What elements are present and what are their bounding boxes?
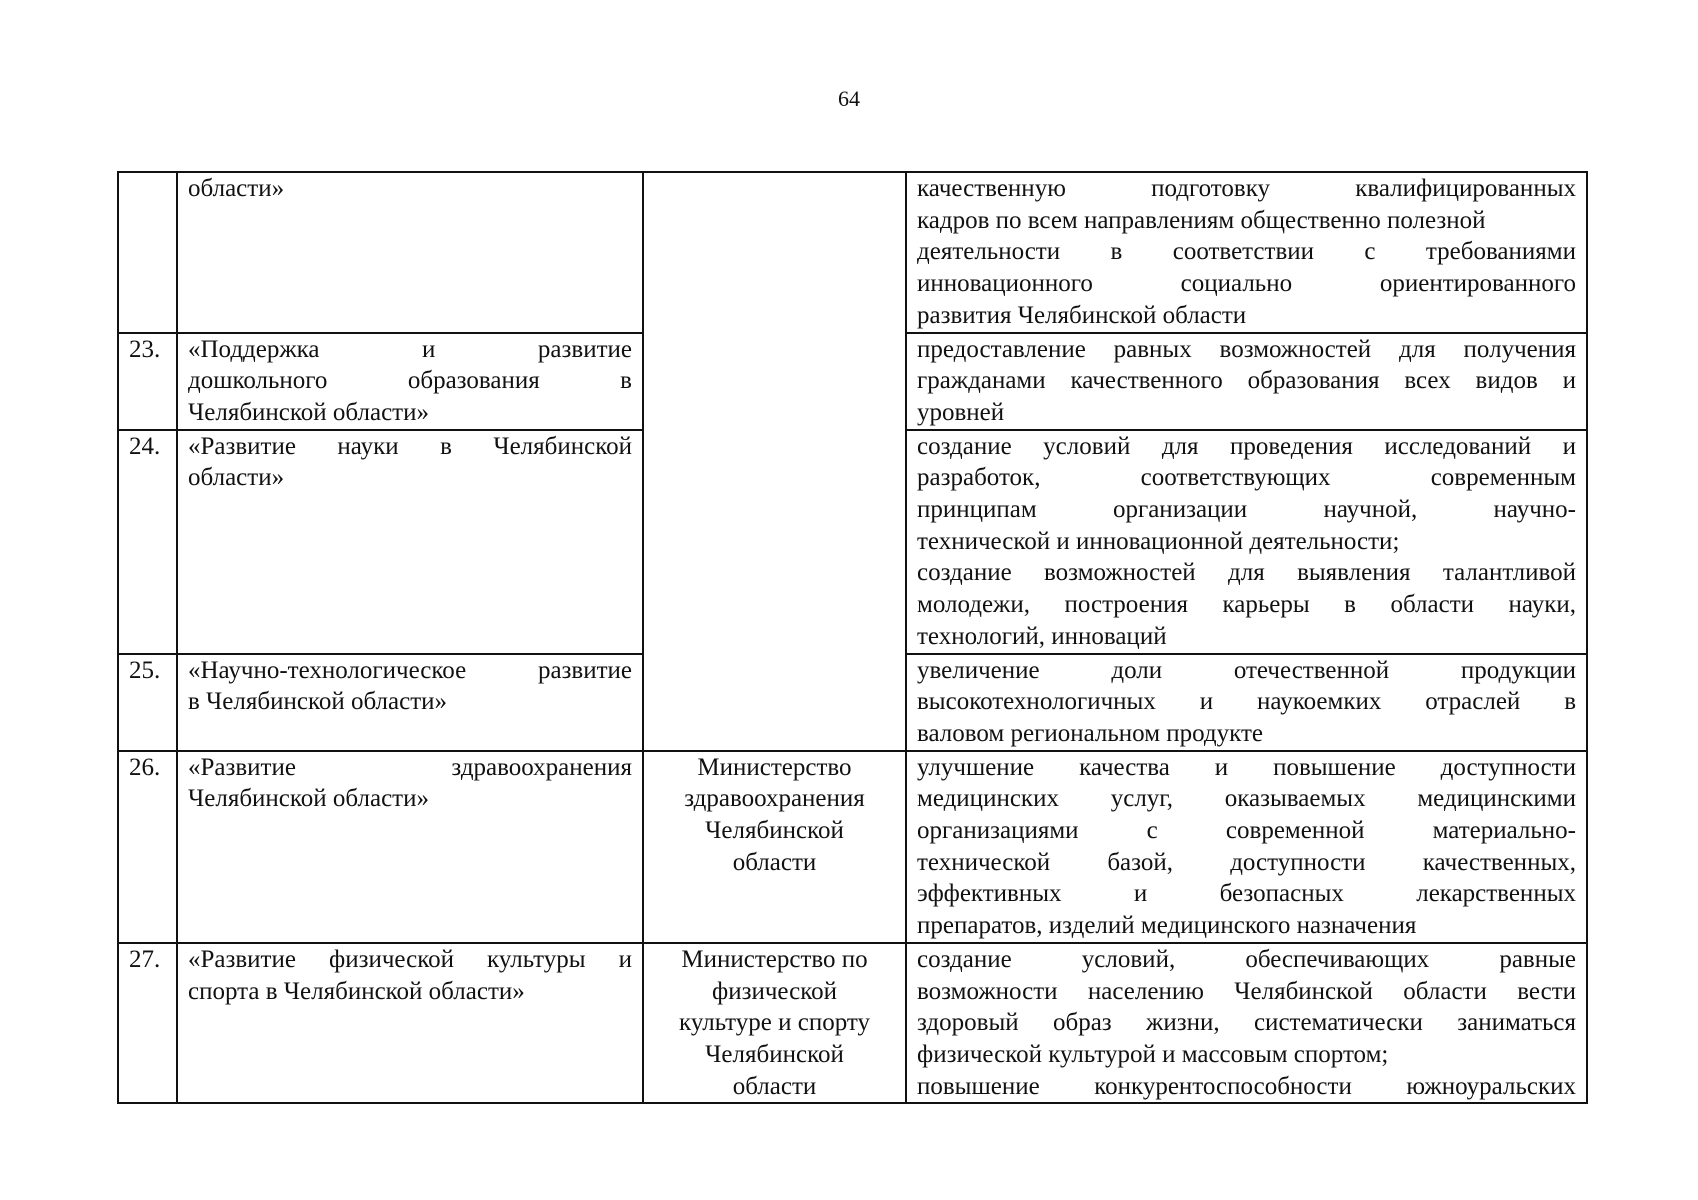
program-name	[177, 430, 643, 654]
program-name-line: спорта в Челябинской области»	[188, 977, 525, 1005]
responsible-body-line: Министерство по	[681, 945, 868, 973]
program-name-line: в Челябинской области»	[188, 688, 448, 716]
program-name-line: дошкольного образования в	[188, 367, 632, 395]
goal-line: принципам организации научной, научно-	[917, 496, 1576, 524]
responsible-body-line: физической	[712, 977, 837, 1005]
responsible-body-line: здравоохранения	[684, 785, 865, 813]
goal-line: возможности населению Челябинской области вести	[917, 977, 1576, 1005]
program-goal	[906, 430, 1587, 654]
responsible-body-line: области	[732, 848, 817, 876]
goal-line: препаратов, изделий медицинского назначения	[917, 912, 1417, 940]
program-goal	[906, 333, 1587, 430]
program-name	[177, 172, 643, 333]
program-name	[177, 654, 643, 751]
responsible-body-line: области	[732, 1072, 817, 1100]
goal-line: медицинских услуг, оказываемых медицинскими	[917, 785, 1576, 813]
responsible-body-line: Министерство	[697, 753, 852, 781]
goal-line: разработок, соответствующих современным	[917, 464, 1576, 492]
goal-line: увеличение доли отечественной продукции	[917, 656, 1576, 684]
goal-line: технической базой, доступности качественных,	[917, 848, 1576, 876]
goal-line: создание условий, обеспечивающих равные	[917, 945, 1576, 973]
program-name	[177, 943, 643, 1104]
responsible-body-line: Челябинской	[705, 1040, 844, 1068]
responsible-body	[643, 751, 906, 943]
program-goal	[906, 943, 1587, 1104]
goal-line: уровней	[917, 398, 1005, 426]
goal-line: высокотехнологичных и наукоемких отраслей в	[917, 688, 1576, 716]
program-name-line: «Научно-технологическое развитие	[188, 656, 632, 684]
program-name-line: Челябинской области»	[188, 398, 429, 426]
goal-line: предоставление равных возможностей для получения	[917, 335, 1576, 363]
program-goal	[906, 751, 1587, 943]
goal-line: физической культурой и массовым спортом;	[917, 1040, 1389, 1068]
goal-line: технологий, инноваций	[917, 622, 1167, 650]
goal-line: здоровый образ жизни, систематически заниматься	[917, 1009, 1576, 1037]
table-row	[118, 943, 1587, 1104]
goal-line: гражданами качественного образования всех видов и	[917, 367, 1576, 395]
program-goal	[906, 654, 1587, 751]
goal-line: создание условий для проведения исследований и	[917, 432, 1576, 460]
row-number: 25.	[118, 654, 177, 751]
responsible-body-line: Челябинской	[705, 817, 844, 845]
row-number	[118, 172, 177, 333]
row-number: 26.	[118, 751, 177, 943]
responsible-body-line: культуре и спорту	[679, 1009, 870, 1037]
responsible-body	[643, 943, 906, 1104]
program-name-line: области»	[188, 175, 285, 202]
goal-line: качественную подготовку квалифицированных	[917, 175, 1576, 202]
goal-line: создание возможностей для выявления талантливой	[917, 559, 1576, 587]
goal-line: деятельности в соответствии с требованиями	[917, 238, 1576, 266]
table-row	[118, 751, 1587, 943]
programs-table	[117, 171, 1588, 1104]
row-number: 24.	[118, 430, 177, 654]
program-name-line: Челябинской области»	[188, 785, 429, 813]
goal-line: эффективных и безопасных лекарственных	[917, 880, 1576, 908]
program-name-line: «Развитие физической культуры и	[188, 945, 632, 973]
program-name	[177, 751, 643, 943]
program-name	[177, 333, 643, 430]
goal-line: кадров по всем направлениям общественно полезной	[917, 206, 1486, 234]
program-goal	[906, 172, 1587, 333]
goal-line: организациями с современной материально-	[917, 817, 1576, 845]
goal-line: развития Челябинской области	[917, 301, 1247, 329]
goal-line: инновационного социально ориентированного	[917, 270, 1576, 298]
row-number: 23.	[118, 333, 177, 430]
row-number: 27.	[118, 943, 177, 1104]
responsible-body	[643, 172, 906, 751]
goal-line: повышение конкурентоспособности южноуральских	[917, 1072, 1576, 1100]
goal-line: валовом региональном продукте	[917, 719, 1263, 747]
goal-line: технической и инновационной деятельности;	[917, 527, 1400, 555]
program-name-line: области»	[188, 464, 285, 492]
goal-line: улучшение качества и повышение доступности	[917, 753, 1576, 781]
page-number: 64	[838, 86, 860, 111]
program-name-line: «Поддержка и развитие	[188, 335, 632, 363]
program-name-line: «Развитие науки в Челябинской	[188, 432, 632, 460]
program-name-line: «Развитие здравоохранения	[188, 753, 632, 781]
table-row	[118, 172, 1587, 333]
goal-line: молодежи, построения карьеры в области науки,	[917, 591, 1576, 619]
